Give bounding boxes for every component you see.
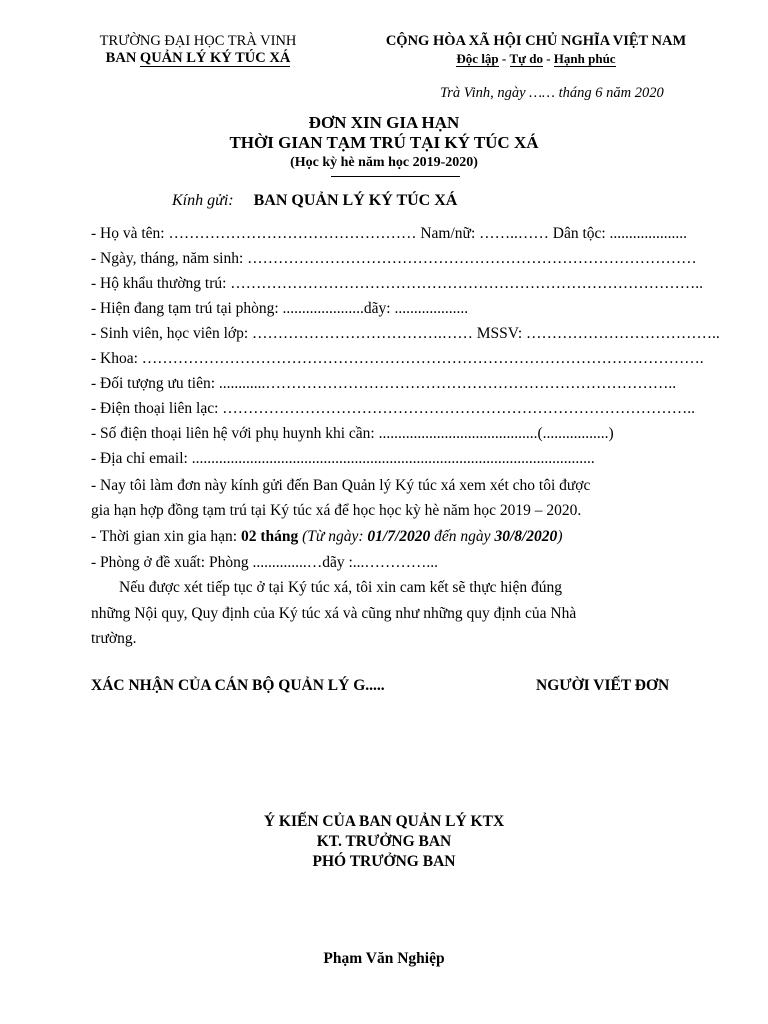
field-class-student-id[interactable]: - Sinh viên, học viên lớp: ……………………………….…… MSSV: ………………………………..	[91, 325, 720, 342]
approval-authority: KT. TRƯỞNG BAN	[316, 833, 452, 850]
field-birth-date[interactable]: - Ngày, tháng, năm sinh: ……………………………………………………………………………	[91, 250, 697, 267]
school-header	[80, 33, 316, 67]
school-name: TRƯỜNG ĐẠI HỌC TRÀ VINH	[99, 33, 297, 49]
extension-from-label: Từ ngày:	[307, 528, 368, 545]
field-proposed-room[interactable]: - Phòng ở đề xuất: Phòng ..............…dãy :...…………...	[91, 554, 439, 571]
extension-to-label: đến ngày	[430, 528, 495, 545]
form-subtitle: THỜI GIAN TẠM TRÚ TẠI KÝ TÚC XÁ	[229, 133, 539, 152]
dorm-board-name	[80, 50, 316, 67]
recipient-name: BAN QUẢN LÝ KÝ TÚC XÁ	[253, 192, 458, 209]
dorm-board-prefix: BAN	[105, 50, 140, 66]
motto-part-3: Hạnh phúc	[553, 51, 616, 66]
field-parent-phone[interactable]: - Số điện thoại liên hệ với phụ huynh khi cần: .........................................(.................)	[91, 425, 614, 442]
field-email[interactable]: - Địa chỉ email: ........................................................................................................	[91, 450, 595, 467]
field-priority-group[interactable]: - Đối tượng ưu tiên: ............……………………………………………………………………..	[91, 375, 677, 392]
field-faculty[interactable]: - Khoa: ……………………………………………………………………………………………….	[91, 350, 704, 367]
extension-period	[91, 528, 562, 546]
approval-heading: Ý KIẾN CỦA BAN QUẢN LÝ KTX	[263, 813, 505, 830]
extension-open: (	[298, 528, 308, 545]
field-permanent-address[interactable]: - Hộ khẩu thường trú: ………………………………………………………………………………..	[91, 275, 704, 292]
field-phone[interactable]: - Điện thoại liên lạc: ………………………………………………………………………………..	[91, 400, 696, 417]
motto-part-1: Độc lập	[456, 51, 499, 66]
form-semester: (Học kỳ hè năm học 2019-2020)	[290, 155, 478, 170]
field-current-room[interactable]: - Hiện đang tạm trú tại phòng: .....................dãy: ...................	[91, 300, 469, 317]
commitment-line-2: những Nội quy, Quy định của Ký túc xá và cũng như những quy định của Nhà	[91, 605, 577, 622]
request-line-2: gia hạn hợp đồng tạm trú tại Ký túc xá để học học kỳ hè năm học 2019 – 2020.	[91, 502, 582, 519]
motto-sep-1: -	[498, 51, 510, 66]
request-line-1: - Nay tôi làm đơn này kính gửi đến Ban Quản lý Ký túc xá xem xét cho tôi được	[91, 477, 591, 494]
field-full-name[interactable]: - Họ và tên: ………………………………………… Nam/nữ: ……..…… Dân tộc: ....................	[91, 225, 688, 242]
commitment-line-1: Nếu được xét tiếp tục ở tại Ký túc xá, tôi xin cam kết sẽ thực hiện đúng	[119, 579, 562, 596]
form-title: ĐƠN XIN GIA HẠN	[308, 113, 460, 132]
extension-from-date: 01/7/2020	[367, 528, 431, 545]
recipient-line	[172, 192, 457, 210]
extension-close: )	[557, 528, 563, 545]
motto-part-2: Tự do	[509, 51, 543, 66]
approval-position: PHÓ TRƯỞNG BAN	[312, 853, 456, 870]
applicant-signature-heading: NGƯỜI VIẾT ĐƠN	[536, 677, 670, 694]
extension-prefix: - Thời gian xin gia hạn:	[91, 528, 241, 545]
motto-sep-2: -	[542, 51, 554, 66]
title-divider	[331, 176, 460, 177]
approval-signer-name: Phạm Văn Nghiệp	[323, 950, 445, 967]
place-date: Trà Vinh, ngày …… tháng 6 năm 2020	[440, 85, 664, 101]
national-motto	[356, 50, 716, 67]
extension-duration: 02 tháng	[240, 528, 299, 545]
national-title: CỘNG HÒA XÃ HỘI CHỦ NGHĨA VIỆT NAM	[385, 33, 687, 49]
national-header	[356, 33, 716, 67]
extension-to-date: 30/8/2020	[494, 528, 558, 545]
recipient-label: Kính gửi:	[172, 192, 234, 209]
dorm-board-underlined: QUẢN LÝ KÝ TÚC XÁ	[139, 50, 291, 66]
manager-confirmation-heading: XÁC NHẬN CỦA CÁN BỘ QUẢN LÝ G.....	[91, 677, 385, 694]
commitment-line-3: trường.	[91, 630, 137, 647]
